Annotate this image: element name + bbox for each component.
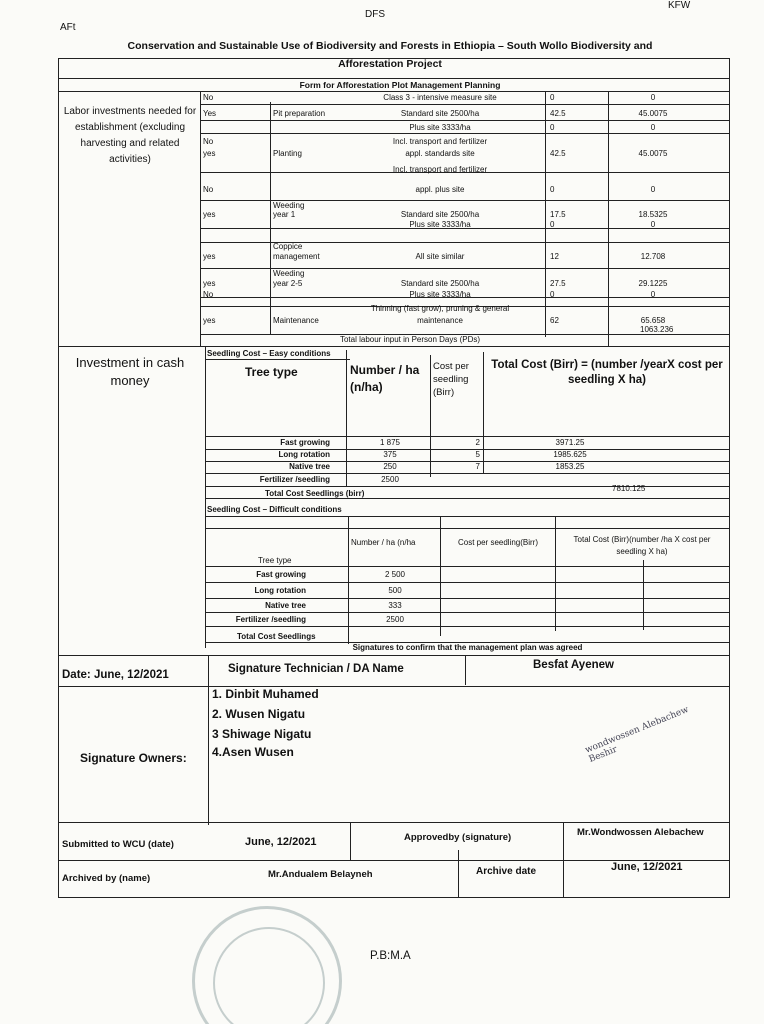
difficult-row-type: Long rotation xyxy=(254,586,306,595)
approved-name: Mr.Wondwossen Alebachew xyxy=(577,827,704,838)
labor-row-desc: All site similar xyxy=(415,252,465,261)
labor-row-desc: Incl. transport and fertilizer xyxy=(392,165,488,174)
easy-total-label: Total Cost Seedlings (birr) xyxy=(265,489,365,498)
archived-name: Mr.Andualem Belayneh xyxy=(268,869,373,880)
easy-row-type: Long rotation xyxy=(278,450,330,459)
easy-row-number: 250 xyxy=(383,462,397,471)
easy-row-number: 375 xyxy=(383,450,397,459)
easy-col-total: Total Cost (Birr) = (number /yearX cost per seedling X ha) xyxy=(491,359,723,386)
labor-row-pd: 27.5 xyxy=(550,279,566,288)
labor-row-yn: No xyxy=(203,185,214,194)
easy-row-total: 1853.25 xyxy=(555,462,585,471)
labor-row-activity: Planting xyxy=(273,149,302,158)
agreed-text: Signatures to confirm that the management plan was agreed xyxy=(352,643,583,652)
date-label: Date: June, 12/2021 xyxy=(62,669,169,681)
easy-row-cost: 7 xyxy=(475,462,480,471)
easy-col-tree: Tree type xyxy=(245,365,298,379)
center-mark: DFS xyxy=(365,9,385,20)
signature-stamp-text: wondwossen Alebachew Beshir xyxy=(583,704,691,765)
labor-row-pd: 0 xyxy=(550,290,555,299)
labor-row-desc: maintenance xyxy=(417,316,463,325)
labor-row-pd: 62 xyxy=(550,316,559,325)
difficult-row-number: 500 xyxy=(388,586,402,595)
labor-row-desc: Thinning (fast grow), pruning & general xyxy=(370,304,510,313)
labor-row-activity: Weeding xyxy=(273,269,305,278)
labor-row-activity: year 1 xyxy=(273,210,296,219)
owner-3: 3 Shiwage Nigatu xyxy=(212,727,312,741)
form-title: Form for Afforestation Plot Management Planning xyxy=(299,80,501,90)
labor-row-yn: No xyxy=(203,290,214,299)
labor-row-cost: 18.5325 xyxy=(638,210,668,219)
archive-date-label: Archive date xyxy=(476,866,537,877)
page-subtitle: Afforestation Project xyxy=(338,58,442,70)
easy-row-number: 2500 xyxy=(381,475,399,484)
difficult-col-cost: Cost per seedling(Birr) xyxy=(457,538,539,547)
official-seal xyxy=(192,906,342,1024)
labor-row-cost: 45.0075 xyxy=(638,149,668,158)
labor-row-cost: 0 xyxy=(650,290,656,299)
footer-initials: P.B:M.A xyxy=(370,950,411,962)
labor-row-yn: No xyxy=(203,137,214,146)
submitted-label: Submitted to WCU (date) xyxy=(62,839,174,850)
difficult-row-number: 333 xyxy=(388,601,402,610)
page-title: Conservation and Sustainable Use of Biodiversity and Forests in Ethiopia – South Wollo Biodiversity and xyxy=(127,40,653,52)
labor-row-yn: yes xyxy=(203,149,216,158)
labor-row-desc: Standard site 2500/ha xyxy=(400,210,480,219)
owner-1: 1. Dinbit Muhamed xyxy=(212,687,319,701)
labor-row-pd: 12 xyxy=(550,252,559,261)
difficult-row-number: 2500 xyxy=(386,615,404,624)
left-mark: AFt xyxy=(60,22,76,33)
labor-row-yn: No xyxy=(203,93,214,102)
labor-total-label: Total labour input in Person Days (PDs) xyxy=(339,335,481,344)
labor-row-yn: yes xyxy=(203,252,216,261)
easy-col-cost: Cost per seedling (Birr) xyxy=(433,361,469,398)
difficult-heading: Seedling Cost – Difficult conditions xyxy=(207,505,342,514)
labor-row-yn: yes xyxy=(203,279,216,288)
labor-row-pd: 0 xyxy=(550,123,555,132)
labor-row-pd: 0 xyxy=(550,93,555,102)
labor-row-cost: 0 xyxy=(650,220,656,229)
labor-row-cost: 0 xyxy=(650,123,656,132)
approved-label: Approvedby (signature) xyxy=(404,832,512,843)
easy-row-total: 1985.625 xyxy=(553,450,587,459)
labor-row-desc: appl. standards site xyxy=(405,149,475,158)
right-mark: KFW xyxy=(668,0,691,11)
labor-row-cost: 0 xyxy=(650,93,656,102)
labor-row-desc: Standard site 2500/ha xyxy=(400,109,480,118)
labor-row-activity: year 2-5 xyxy=(273,279,303,288)
labor-row-desc: Class 3 - intensive measure site xyxy=(383,93,497,102)
labor-row-cost: 29.1225 xyxy=(638,279,668,288)
technician-label: Signature Technician / DA Name xyxy=(228,663,404,675)
easy-row-cost: 2 xyxy=(475,438,480,447)
difficult-row-type: Fast growing xyxy=(256,570,306,579)
difficult-row-type: Fertilizer /seedling xyxy=(235,615,306,624)
labor-row-yn: Yes xyxy=(203,109,217,118)
difficult-total-label: Total Cost Seedlings xyxy=(237,632,316,641)
easy-total-value: 7810.125 xyxy=(612,484,646,493)
owner-4: 4.Asen Wusen xyxy=(212,745,294,759)
archive-date: June, 12/2021 xyxy=(611,861,683,873)
labor-row-activity: Pit preparation xyxy=(273,109,326,118)
labor-row-desc: Plus site 3333/ha xyxy=(409,290,471,299)
labor-row-cost: 65.658 xyxy=(640,316,666,325)
labor-row-pd: 42.5 xyxy=(550,109,566,118)
submitted-date: June, 12/2021 xyxy=(245,836,317,848)
labor-row-pd: 42.5 xyxy=(550,149,566,158)
easy-col-number: Number / ha (n/ha) xyxy=(350,363,420,394)
easy-row-type: Native tree xyxy=(289,462,330,471)
easy-row-type: Fast growing xyxy=(280,438,330,447)
labor-row-cost: 45.0075 xyxy=(638,109,668,118)
owner-2: 2. Wusen Nigatu xyxy=(212,707,306,721)
cash-section-label: Investment in cash money xyxy=(75,355,185,388)
labor-section-label: Labor investments needed for establishment (excluding harvesting and related activities) xyxy=(63,106,197,165)
owners-label: Signature Owners: xyxy=(80,751,187,765)
labor-row-desc: Plus site 3333/ha xyxy=(409,220,471,229)
archived-label: Archived by (name) xyxy=(62,873,151,884)
labor-row-pd: 17.5 xyxy=(550,210,566,219)
difficult-col-tree: Tree type xyxy=(258,556,292,565)
difficult-row-number: 2 500 xyxy=(384,570,406,579)
labor-row-yn: yes xyxy=(203,210,216,219)
labor-row-cost: 12.708 xyxy=(640,252,666,261)
labor-row-activity: Maintenance xyxy=(273,316,319,325)
labor-row-desc: Plus site 3333/ha xyxy=(409,123,471,132)
labor-total-value: 1063.236 xyxy=(640,325,674,334)
labor-row-pd: 0 xyxy=(550,185,555,194)
labor-row-desc: Incl. transport and fertilizer xyxy=(392,137,488,146)
difficult-col-number: Number / ha (n/ha xyxy=(351,538,416,547)
labor-row-yn: yes xyxy=(203,316,216,325)
labor-row-desc: Standard site 2500/ha xyxy=(400,279,480,288)
labor-row-cost: 0 xyxy=(650,185,656,194)
easy-row-cost: 5 xyxy=(475,450,480,459)
easy-row-type: Fertilizer /seedling xyxy=(259,475,330,484)
easy-row-total: 3971.25 xyxy=(555,438,585,447)
labor-row-activity: Weeding xyxy=(273,201,305,210)
technician-name: Besfat Ayenew xyxy=(533,659,614,671)
difficult-col-total: Total Cost (Birr)(number /ha X cost per seedling X ha) xyxy=(573,535,711,556)
labor-row-desc: appl. plus site xyxy=(415,185,465,194)
labor-row-activity: management xyxy=(273,252,320,261)
easy-heading: Seedling Cost – Easy conditions xyxy=(207,349,331,358)
easy-row-number: 1 875 xyxy=(379,438,401,447)
labor-row-activity: Coppice xyxy=(273,242,303,251)
labor-row-pd: 0 xyxy=(550,220,555,229)
difficult-row-type: Native tree xyxy=(265,601,306,610)
